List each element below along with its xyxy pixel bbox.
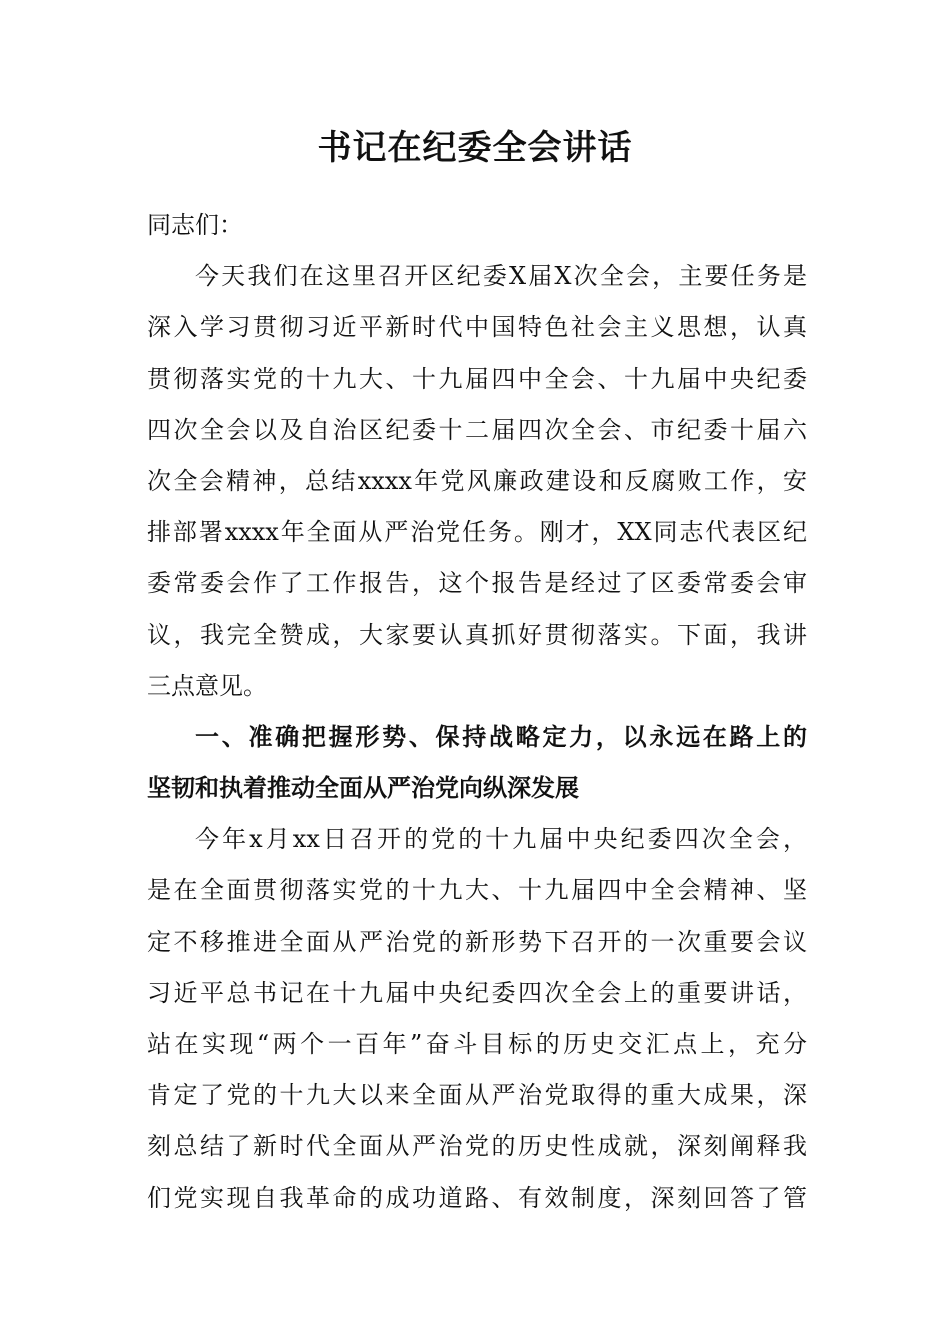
paragraph-line: 贯彻落实党的十九大、十九届四中全会、十九届中央纪委 (147, 364, 807, 393)
document-title: 书记在纪委全会讲话 (317, 128, 633, 168)
paragraph-2 (147, 814, 807, 1224)
paragraph-line: 站在实现“两个一百年”奋斗目标的历史交汇点上，充分 (147, 1030, 807, 1058)
paragraph-line: 三点意见。 (147, 671, 267, 700)
paragraph-line: 排部署xxxx年全面从严治党任务。刚才，XX同志代表区纪 (147, 518, 807, 547)
paragraph-line: 议，我完全赞成，大家要认真抓好贯彻落实。下面，我讲 (147, 620, 807, 649)
paragraph-line: 次全会精神，总结xxxx年党风廉政建设和反腐败工作，安 (147, 466, 807, 495)
section-heading-1 (147, 712, 807, 814)
paragraph-line: 四次全会以及自治区纪委十二届四次全会、市纪委十届六 (147, 415, 807, 444)
document-body (147, 200, 807, 1224)
greeting: 同志们： (147, 211, 243, 239)
heading-line: 一、准确把握形势、保持战略定力，以永远在路上的 (195, 722, 807, 751)
paragraph-line: 今天我们在这里召开区纪委X届X次全会，主要任务是 (195, 262, 807, 291)
paragraph-line: 习近平总书记在十九届中央纪委四次全会上的重要讲话， (147, 978, 807, 1007)
paragraph-1 (147, 251, 807, 712)
paragraph-line: 委常委会作了工作报告，这个报告是经过了区委常委会审 (147, 569, 807, 598)
paragraph-line: 们党实现自我革命的成功道路、有效制度，深刻回答了管 (147, 1183, 807, 1212)
paragraph-line: 今年x月xx日召开的党的十九届中央纪委四次全会， (195, 825, 807, 854)
paragraph-line: 定不移推进全面从严治党的新形势下召开的一次重要会议 (147, 927, 807, 956)
paragraph-line: 是在全面贯彻落实党的十九大、十九届四中全会精神、坚 (147, 876, 807, 905)
paragraph-line: 肯定了党的十九大以来全面从严治党取得的重大成果，深 (147, 1081, 807, 1110)
paragraph-line: 刻总结了新时代全面从严治党的历史性成就，深刻阐释我 (147, 1132, 807, 1161)
paragraph-line: 深入学习贯彻习近平新时代中国特色社会主义思想，认真 (147, 313, 807, 342)
heading-line: 坚韧和执着推动全面从严治党向纵深发展 (147, 774, 579, 803)
